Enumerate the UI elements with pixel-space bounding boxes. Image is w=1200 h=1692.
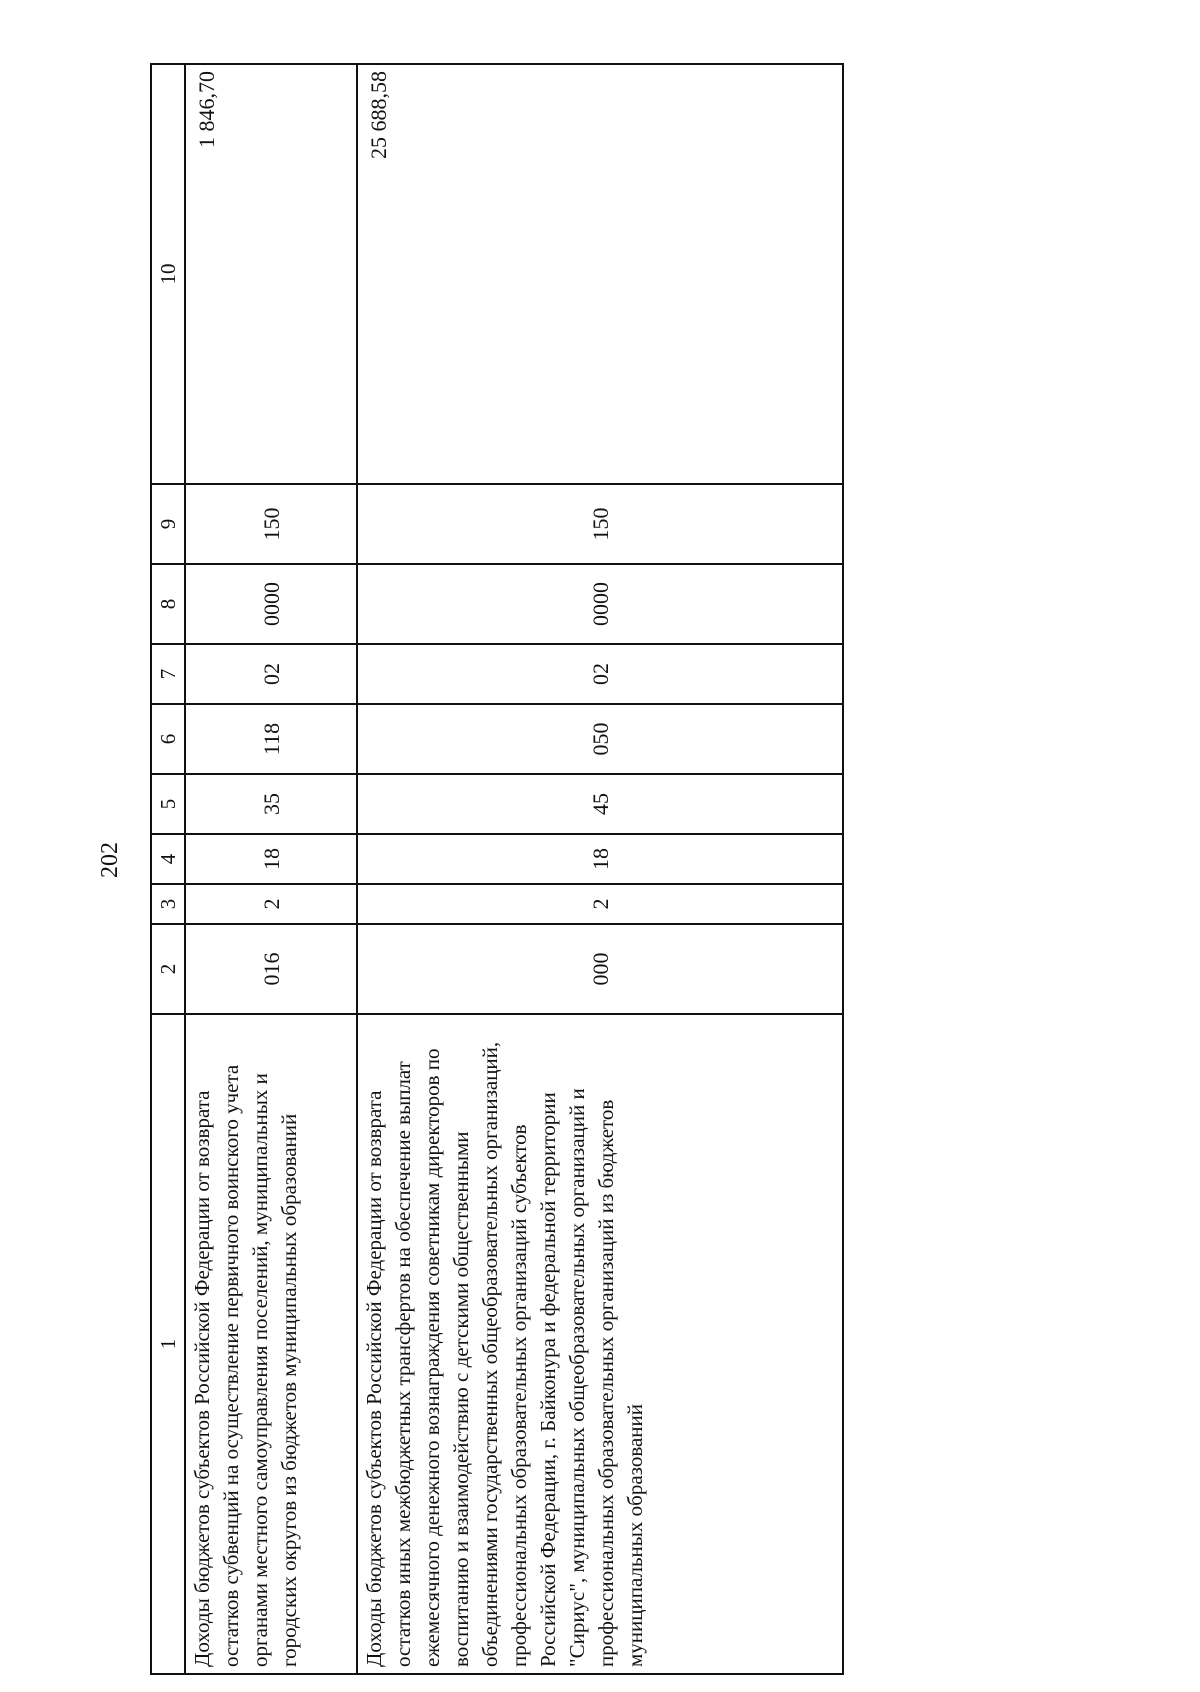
column-header: 7	[151, 644, 185, 704]
revenue-description: Доходы бюджетов субъектов Российской Федерации от возврата остатков иных межбюджетных трансфертов на обеспечение выплат ежемесячного денежного вознаграждения советникам директоров по воспитанию и взаимодействию с детскими общественными объединениями государственных общеобразовательных организаций, профессиональных образовательных организаций субъектов Российской Федерации, г. Байконура и федеральной территории "Сириус", муниципальных общеобразовательных организаций и профессиональных образовательных организаций из бюджетов муниципальных образований	[357, 1014, 843, 1674]
amount-value: 25 688,58	[357, 64, 843, 484]
table-row	[357, 64, 843, 1674]
column-header: 9	[151, 484, 185, 564]
column-header: 6	[151, 704, 185, 774]
column-header: 4	[151, 834, 185, 884]
column-header: 1	[151, 1014, 185, 1674]
column-header: 3	[151, 884, 185, 924]
element-code: 02	[185, 644, 357, 704]
subgroup-code: 18	[357, 834, 843, 884]
page-number: 202	[97, 842, 123, 878]
economic-class-code: 150	[185, 484, 357, 564]
column-header: 2	[151, 924, 185, 1014]
group-code: 2	[185, 884, 357, 924]
rotated-table-container	[150, 65, 840, 1675]
table-header-row	[151, 64, 185, 1674]
article-code: 35	[185, 774, 357, 834]
article-code: 45	[357, 774, 843, 834]
group-code: 2	[357, 884, 843, 924]
program-code: 0000	[185, 564, 357, 644]
administrator-code: 016	[185, 924, 357, 1014]
element-code: 02	[357, 644, 843, 704]
column-header: 8	[151, 564, 185, 644]
table-row	[185, 64, 357, 1674]
administrator-code: 000	[357, 924, 843, 1014]
revenue-description: Доходы бюджетов субъектов Российской Федерации от возврата остатков субвенций на осуществление первичного воинского учета органами местного самоуправления поселений, муниципальных и городских округов из бюджетов муниципальных образований	[185, 1014, 357, 1674]
column-header: 5	[151, 774, 185, 834]
subgroup-code: 18	[185, 834, 357, 884]
budget-revenue-table	[150, 63, 844, 1675]
program-code: 0000	[357, 564, 843, 644]
subarticle-code: 050	[357, 704, 843, 774]
amount-value: 1 846,70	[185, 64, 357, 484]
subarticle-code: 118	[185, 704, 357, 774]
column-header: 10	[151, 64, 185, 484]
economic-class-code: 150	[357, 484, 843, 564]
